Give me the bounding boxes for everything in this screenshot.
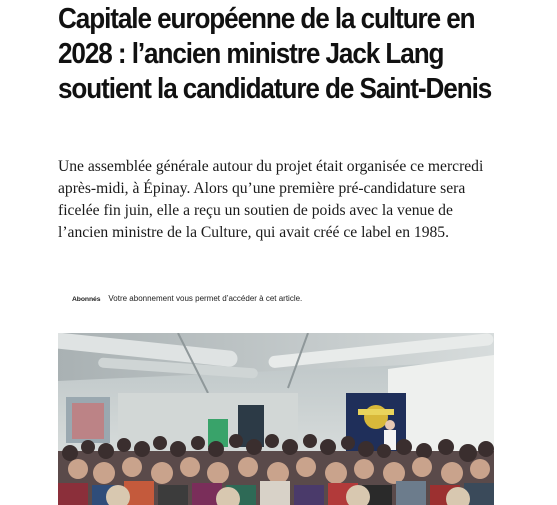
article-standfirst: Une assemblée générale autour du projet était organisée ce mercredi après-midi, à Épinay. Alors qu’une première pré-candidature sera ficelée fin juin, elle a reçu un soutien de poids avec la venue de l’ancien ministre de la Culture, qui avait créé ce label en 1985. (58, 158, 484, 241)
article-photo[interactable] (58, 333, 494, 505)
subscriber-note: Votre abonnement vous permet d’accéder à cet article. (108, 294, 303, 303)
article-headline: Capitale européenne de la culture en 2028 : l’ancien ministre Jack Lang soutient la candidature de Saint-Denis (58, 3, 492, 105)
subscriber-badge: Abonnés (72, 296, 101, 303)
audience-photo-illustration (58, 333, 494, 505)
subscriber-notice (72, 294, 302, 303)
audience-crowd (58, 434, 494, 505)
